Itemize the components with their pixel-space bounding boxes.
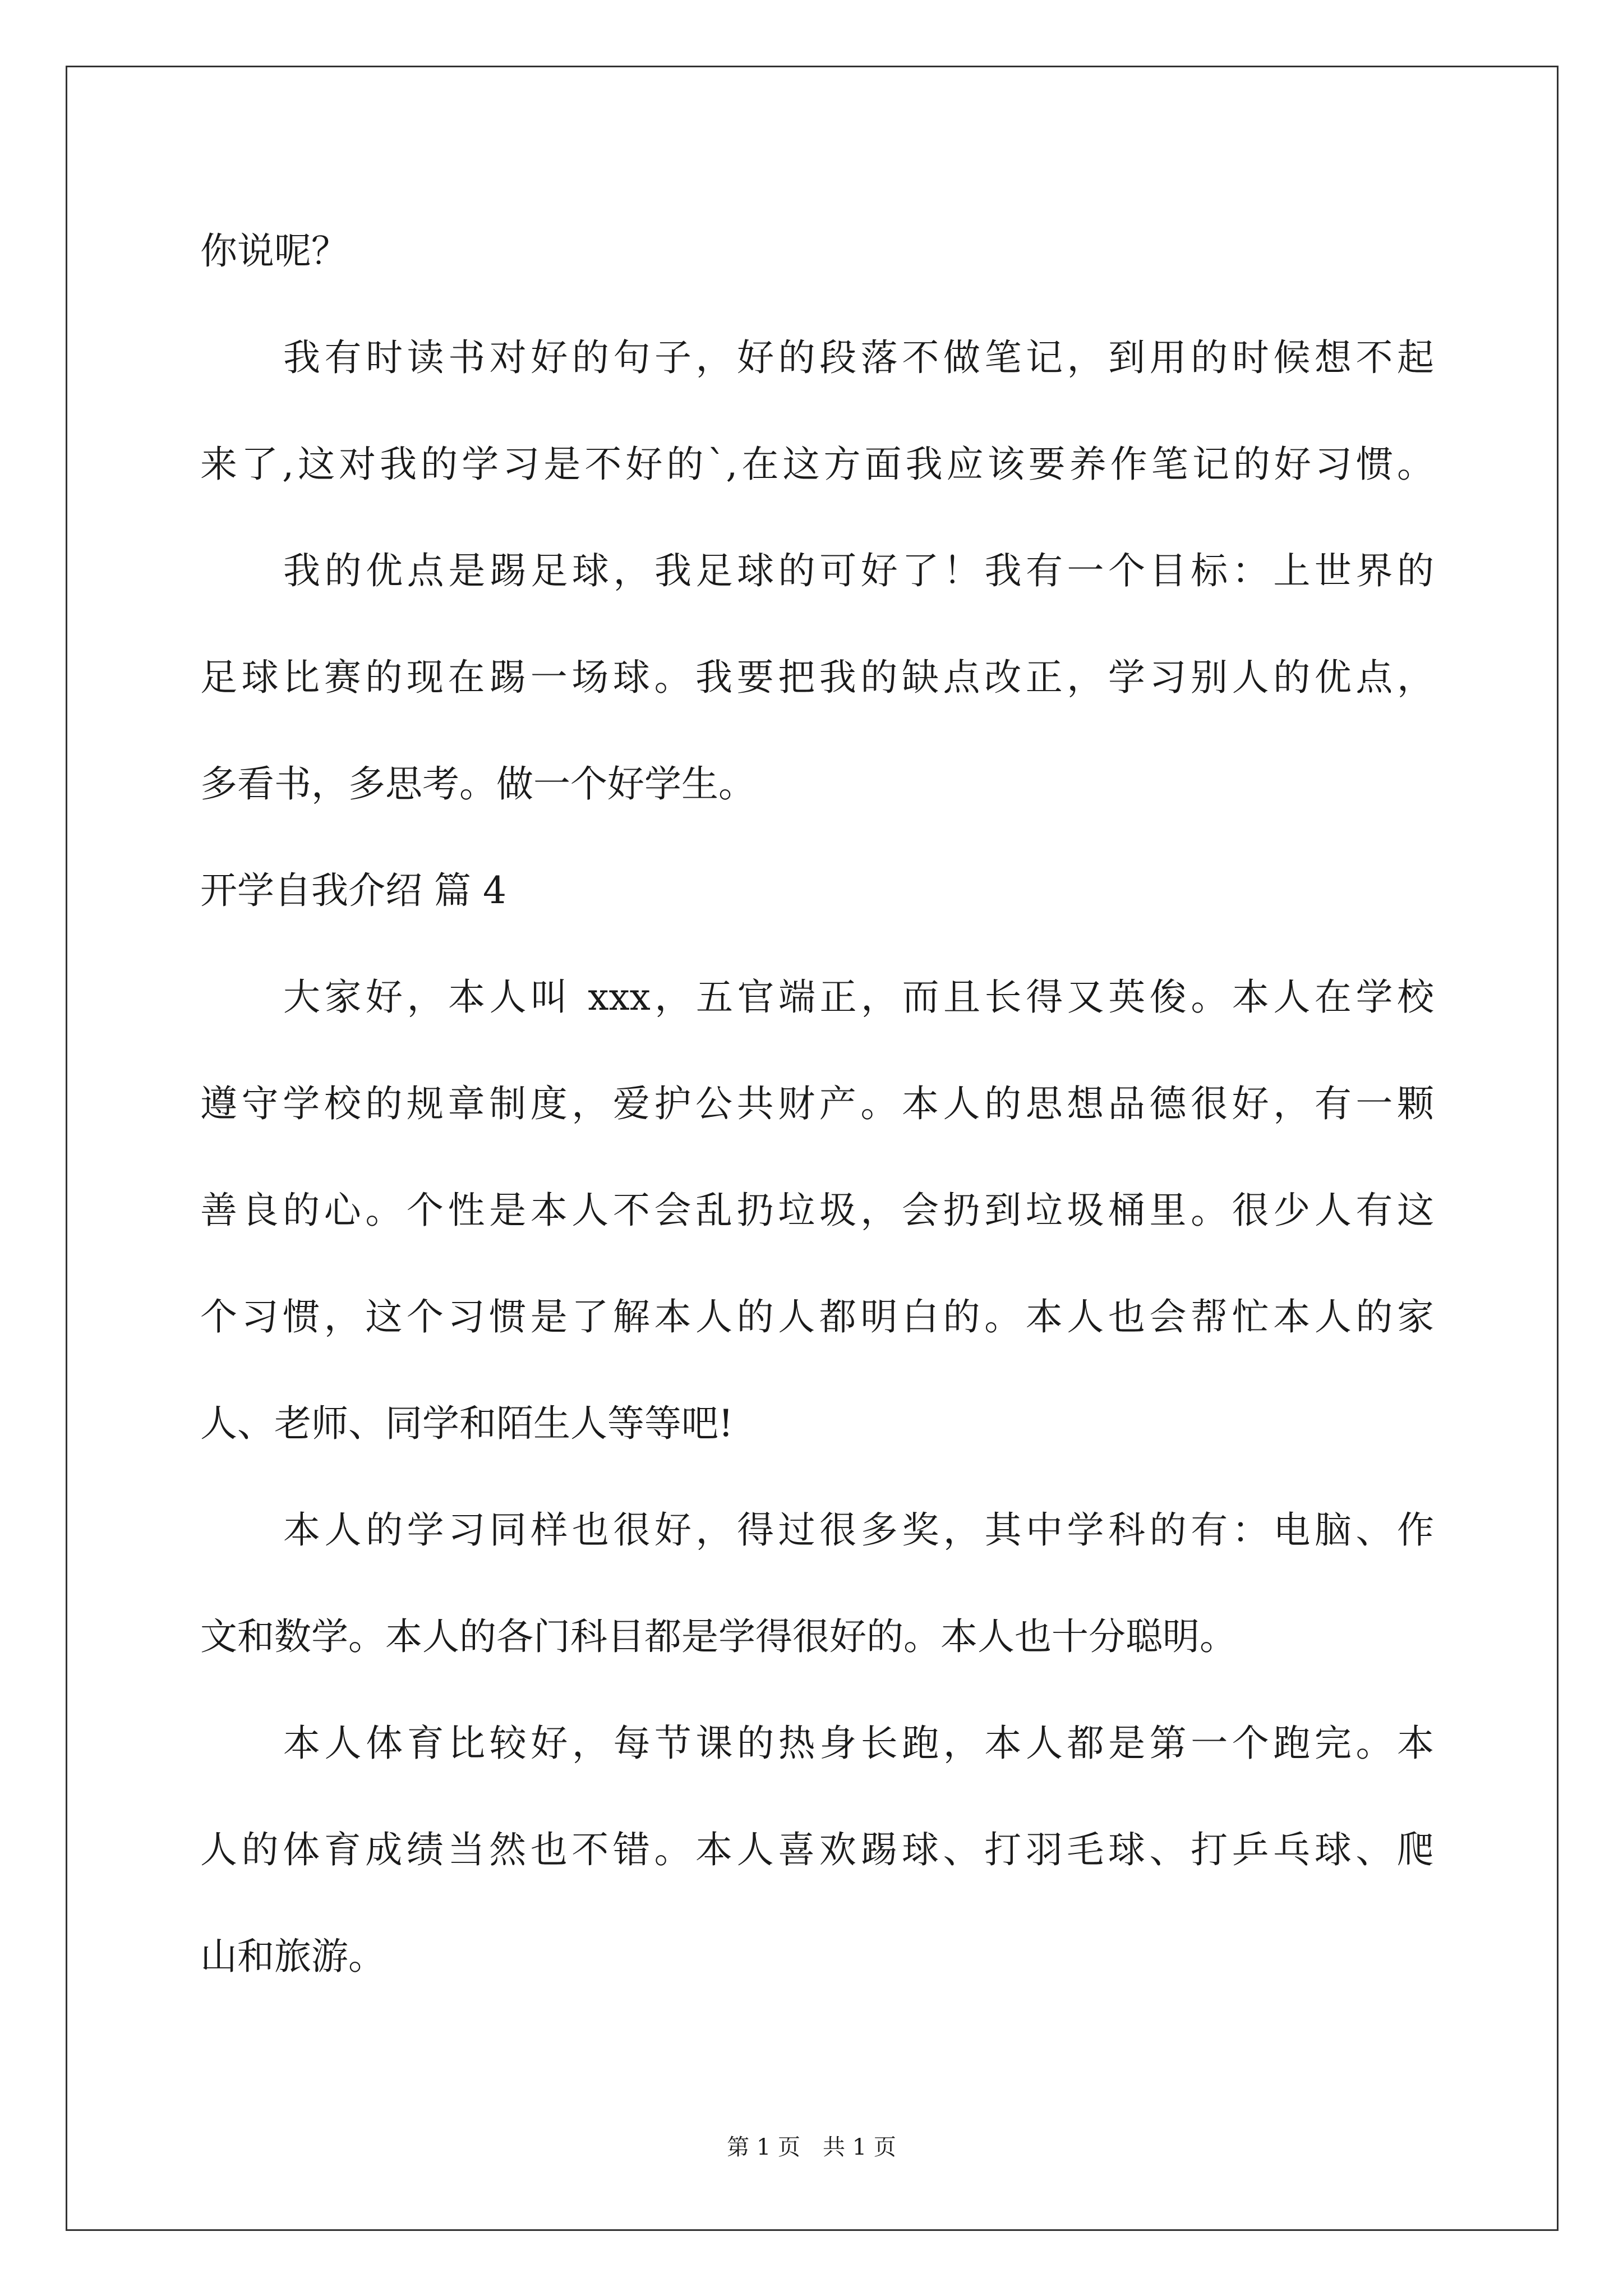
text-line: 来了,这对我的学习是不好的`,在这方面我应该要养作笔记的好习惯。 bbox=[200, 443, 1434, 486]
paragraph-first-line: 大家好，本人叫 xxx，五官端正，而且长得又英俊。本人在学校 bbox=[283, 976, 1434, 1019]
text-line: 人、老师、同学和陌生人等等吧! bbox=[200, 1402, 734, 1445]
text-line: 多看书，多思考。做一个好学生。 bbox=[200, 762, 755, 806]
text-line: 你说呢？ bbox=[200, 229, 348, 273]
text-line: 足球比赛的现在踢一场球。我要把我的缺点改正，学习别人的优点， bbox=[200, 656, 1434, 699]
text-line: 善良的心。个性是本人不会乱扔垃圾，会扔到垃圾桶里。很少人有这 bbox=[200, 1189, 1434, 1232]
paragraph-first-line: 本人体育比较好，每节课的热身长跑，本人都是第一个跑完。本 bbox=[283, 1722, 1434, 1765]
paragraph-first-line: 我的优点是踢足球，我足球的可好了！我有一个目标：上世界的 bbox=[283, 549, 1434, 592]
paragraph-first-line: 本人的学习同样也很好，得过很多奖，其中学科的有：电脑、作 bbox=[283, 1508, 1434, 1552]
text-line: 山和旅游。 bbox=[200, 1935, 385, 1978]
text-line: 人的体育成绩当然也不错。本人喜欢踢球、打羽毛球、打乒乓球、爬 bbox=[200, 1828, 1434, 1871]
page-footer: 第 1 页 共 1 页 bbox=[727, 2134, 896, 2160]
paragraph-first-line: 我有时读书对好的句子，好的段落不做笔记，到用的时候想不起 bbox=[283, 336, 1434, 379]
section-heading: 开学自我介绍 篇 4 bbox=[200, 869, 506, 912]
text-line: 个习惯，这个习惯是了解本人的人都明白的。本人也会帮忙本人的家 bbox=[200, 1295, 1434, 1338]
page-border bbox=[66, 66, 1559, 2231]
text-line: 遵守学校的规章制度，爱护公共财产。本人的思想品德很好，有一颗 bbox=[200, 1082, 1434, 1125]
text-line: 文和数学。本人的各门科目都是学得很好的。本人也十分聪明。 bbox=[200, 1615, 1237, 1658]
